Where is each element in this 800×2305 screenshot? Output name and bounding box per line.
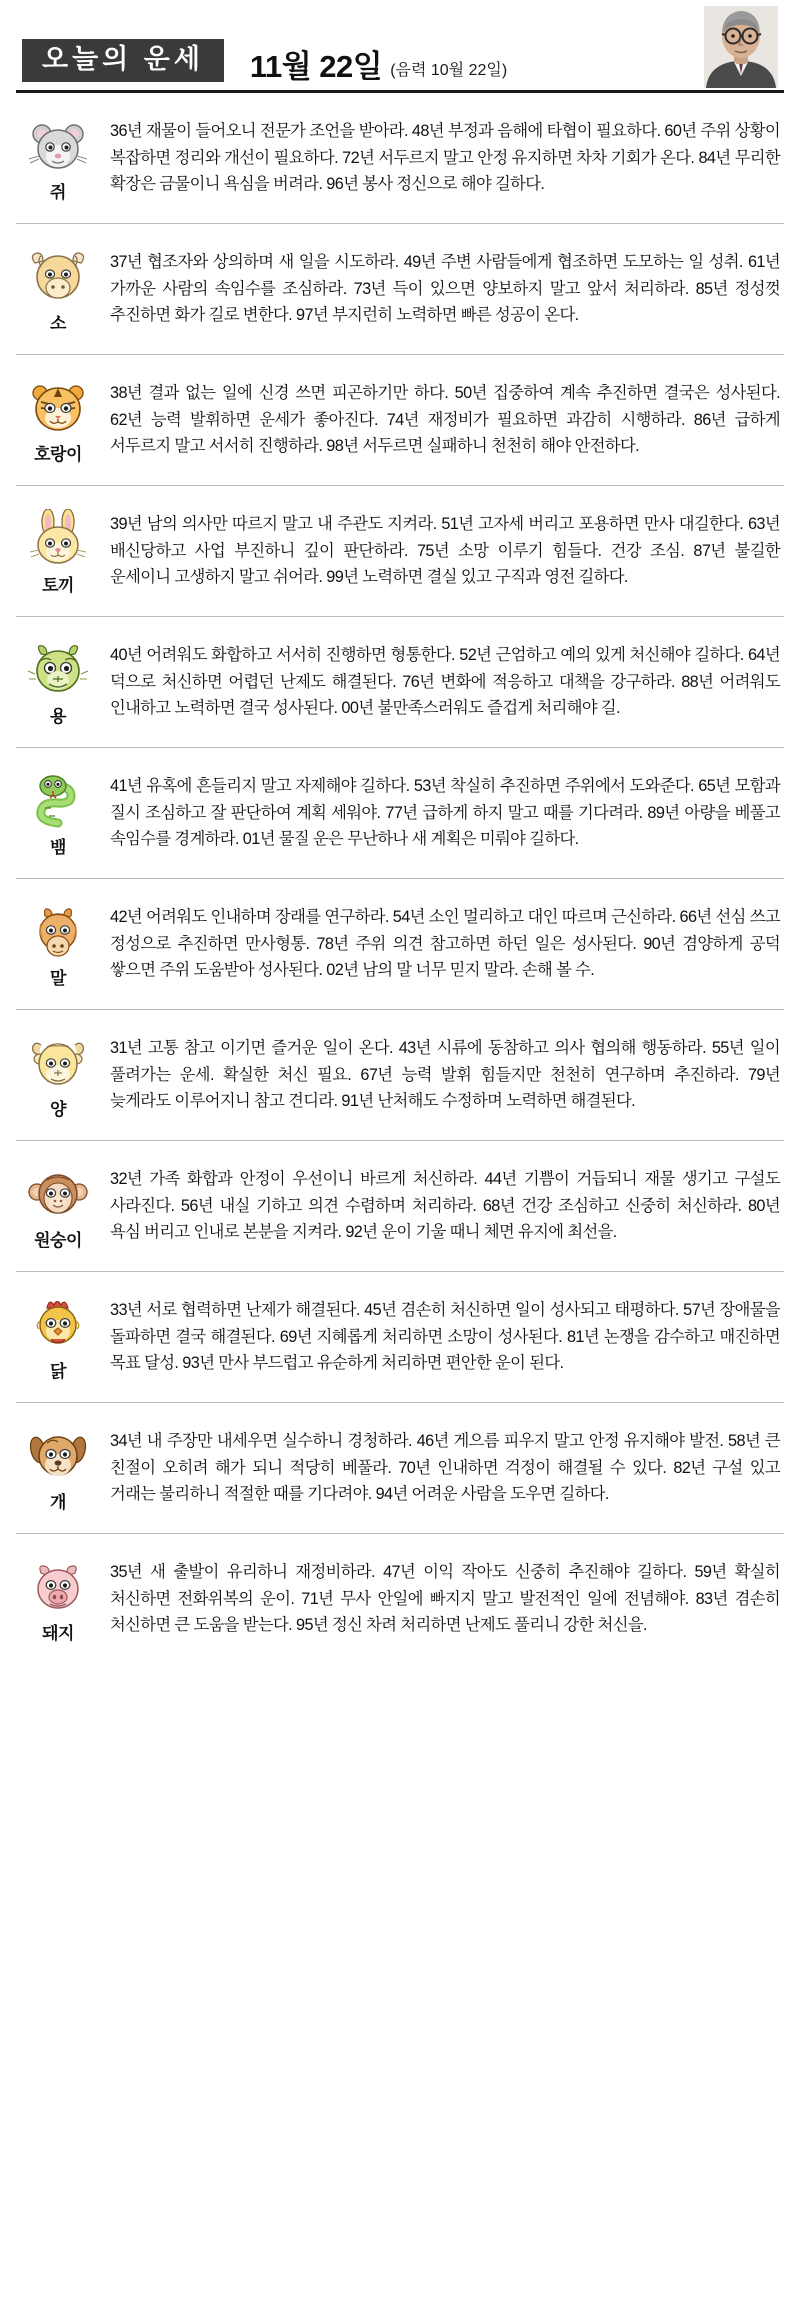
zodiac-row — [16, 1534, 784, 1664]
zodiac-sign-name: 돼지 — [42, 1623, 74, 1643]
fortune-text: 38년 결과 없는 일에 신경 쓰면 피곤하기만 하다. 50년 집중하여 계속 추진하면 결국은 성사된다. 62년 능력 발휘하면 운세가 좋아진다. 74년 재정비가 필요하면 과감히 시행하라. 86년 급하게 서두르지 말고 서서히 진행하라. 98년 서두르면 실패하니 천천히 해야 안전하다. — [110, 384, 780, 456]
zodiac-sign-cell — [16, 99, 100, 217]
zodiac-text-cell — [100, 361, 784, 479]
zodiac-text-cell — [100, 1147, 784, 1265]
zodiac-sign-cell — [16, 1540, 100, 1658]
zodiac-row — [16, 879, 784, 1010]
fortune-text: 35년 새 출발이 유리하니 재정비하라. 47년 이익 작아도 신중히 추진해야 길하다. 59년 확실히 처신하면 전화위복의 운이. 71년 무사 안일에 빠지지 말고 발전적인 일에 전념해야. 83년 겸손히 처신하면 큰 도움을 받는다. 95년 정신 차려 처리하면 난제도 풀리니 강한 처신을. — [110, 1563, 780, 1635]
zodiac-sign-name: 용 — [50, 706, 66, 726]
zodiac-sign-name: 닭 — [50, 1361, 66, 1381]
zodiac-row — [16, 355, 784, 486]
zodiac-text-cell — [100, 492, 784, 610]
zodiac-sign-name: 호랑이 — [34, 444, 82, 464]
zodiac-sign-cell — [16, 1016, 100, 1134]
fortune-text: 32년 가족 화합과 안정이 우선이니 바르게 처신하라. 44년 기쁨이 거듭되니 재물 생기고 구설도 사라진다. 56년 내실 기하고 의견 수렴하며 처리하라. 68년 건강 조심하고 신중히 처신하라. 80년 욕심 버리고 인내로 본분을 지켜라. 92년 운이 기울 때니 체면 유지에 최선을. — [110, 1170, 780, 1242]
zodiac-text-cell — [100, 754, 784, 872]
fortune-text: 36년 재물이 들어오니 전문가 조언을 받아라. 48년 부정과 음해에 타협이 필요하다. 60년 주위 상황이 복잡하면 정리와 개선이 필요하다. 72년 서두르지 말고 안정 유지하면 차차 기회가 온다. 84년 무리한 확장은 금물이니 욕심을 버려라. 96년 봉사 정신으로 해야 길하다. — [110, 122, 780, 194]
rooster-icon — [27, 1295, 89, 1355]
zodiac-sign-name: 개 — [50, 1492, 66, 1512]
zodiac-sign-cell — [16, 623, 100, 741]
fortune-text: 39년 남의 의사만 따르지 말고 내 주관도 지켜라. 51년 고자세 버리고 포용하면 만사 대길한다. 63년 배신당하고 사업 부진하니 깊이 판단하라. 75년 소망 이루기 힘들다. 건강 조심. 87년 불길한 운세이니 고생하지 말고 쉬어라. 99년 노력하면 결실 있고 구직과 영전 길하다. — [110, 515, 780, 587]
fortune-text: 42년 어려워도 인내하며 장래를 연구하라. 54년 소인 멀리하고 대인 따르며 근신하라. 66년 선심 쓰고 정성으로 추진하면 만사형통. 78년 주위 의견 참고하면 하던 일은 성사된다. 90년 겸양하게 공덕 쌓으면 주위 도움받아 성사된다. 02년 남의 말 너무 믿지 말라. 손해 볼 수. — [110, 908, 780, 980]
tiger-icon — [27, 378, 89, 438]
zodiac-row — [16, 617, 784, 748]
fortune-text: 34년 내 주장만 내세우면 실수하니 경청하라. 46년 게으름 피우지 말고 안정 유지해야 발전. 58년 큰 친절이 오히려 해가 되니 적당히 베풀라. 70년 인내하면 걱정이 해결될 수 있다. 82년 구설 있고 거래는 불리하니 적절한 때를 기다려야. 94년 어려운 사람을 도우면 길하다. — [110, 1432, 780, 1504]
zodiac-row — [16, 1010, 784, 1141]
zodiac-sign-cell — [16, 230, 100, 348]
zodiac-sign-cell — [16, 754, 100, 872]
rabbit-icon — [27, 509, 89, 569]
zodiac-sign-cell — [16, 1278, 100, 1396]
fortune-text: 41년 유혹에 흔들리지 말고 자제해야 길하다. 53년 착실히 추진하면 주위에서 도와준다. 65년 모함과 질시 조심하고 잘 판단하여 계획 세워야. 77년 급하게 하지 말고 때를 기다려라. 89년 아량을 베풀고 속임수를 경계하라. 01년 물질 운은 무난하나 새 계획은 미뤄야 길하다. — [110, 777, 780, 849]
zodiac-text-cell — [100, 1540, 784, 1658]
solar-date: 11월 22일 — [249, 49, 383, 84]
monkey-icon — [27, 1164, 89, 1224]
zodiac-row — [16, 1403, 784, 1534]
zodiac-sign-cell — [16, 361, 100, 479]
horse-icon — [27, 902, 89, 962]
zodiac-text-cell — [100, 623, 784, 741]
page-title: 오늘의 운세 — [22, 39, 224, 82]
zodiac-text-cell — [100, 1278, 784, 1396]
zodiac-sign-name: 뱀 — [50, 837, 66, 857]
zodiac-text-cell — [100, 1016, 784, 1134]
pig-icon — [27, 1557, 89, 1617]
fortune-text: 33년 서로 협력하면 난제가 해결된다. 45년 겸손히 처신하면 일이 성사되고 태평하다. 57년 장애물을 돌파하면 결국 해결된다. 69년 지혜롭게 처리하면 소망이 성사된다. 81년 논쟁을 감수하고 매진하면 목표 달성. 93년 만사 부드럽고 유순하게 처리하면 편안한 운이 된다. — [110, 1301, 780, 1373]
dog-icon — [27, 1426, 89, 1486]
zodiac-sign-cell — [16, 492, 100, 610]
zodiac-row — [16, 1272, 784, 1403]
zodiac-list — [16, 93, 784, 1664]
zodiac-sign-cell — [16, 885, 100, 1003]
fortune-text: 40년 어려워도 화합하고 서서히 진행하면 형통한다. 52년 근엄하고 예의 있게 처신해야 길하다. 64년 덕으로 처신하면 어렵던 난제도 해결된다. 76년 변화에 적응하고 대책을 강구하라. 88년 어려워도 인내하고 노력하면 결국 성사된다. 00년 불만족스러워도 즐겁게 처리해야 길. — [110, 646, 780, 718]
lunar-date: (음력 10월 22일) — [390, 62, 508, 79]
zodiac-sign-cell — [16, 1409, 100, 1527]
snake-icon — [27, 771, 89, 831]
zodiac-row — [16, 486, 784, 617]
zodiac-text-cell — [100, 1409, 784, 1527]
zodiac-sign-name: 말 — [50, 968, 66, 988]
zodiac-row — [16, 748, 784, 879]
zodiac-text-cell — [100, 99, 784, 217]
zodiac-sign-cell — [16, 1147, 100, 1265]
zodiac-row — [16, 1141, 784, 1272]
fortune-text: 31년 고통 참고 이기면 즐거운 일이 온다. 43년 시류에 동참하고 의사 협의해 행동하라. 55년 일이 풀려가는 운세. 확실한 처신 필요. 67년 능력 발휘 힘들지만 천천히 연구하며 추진하라. 79년 늦게라도 이루어지니 참고 견디라. 91년 난처해도 수정하며 노력하면 해결된다. — [110, 1039, 780, 1111]
zodiac-text-cell — [100, 230, 784, 348]
page-header — [16, 14, 784, 93]
zodiac-sign-name: 원숭이 — [34, 1230, 82, 1250]
dragon-icon — [27, 640, 89, 700]
zodiac-row — [16, 93, 784, 224]
sheep-icon — [27, 1033, 89, 1093]
fortune-text: 37년 협조자와 상의하며 새 일을 시도하라. 49년 주변 사람들에게 협조하면 도모하는 일 성취. 61년 가까운 사람의 속임수를 조심하라. 73년 득이 있으면 양보하지 말고 앞서 처리하라. 85년 정성껏 추진하면 화가 길로 변한다. 97년 부지런히 노력하면 빠른 성공이 온다. — [110, 253, 780, 325]
zodiac-sign-name: 토끼 — [42, 575, 74, 595]
zodiac-sign-name: 쥐 — [50, 182, 66, 202]
ox-icon — [27, 247, 89, 307]
zodiac-sign-name: 소 — [50, 313, 66, 333]
zodiac-row — [16, 224, 784, 355]
header-inner — [16, 14, 784, 90]
zodiac-sign-name: 양 — [50, 1099, 66, 1119]
zodiac-text-cell — [100, 885, 784, 1003]
rat-icon — [27, 116, 89, 176]
columnist-portrait — [704, 6, 778, 88]
